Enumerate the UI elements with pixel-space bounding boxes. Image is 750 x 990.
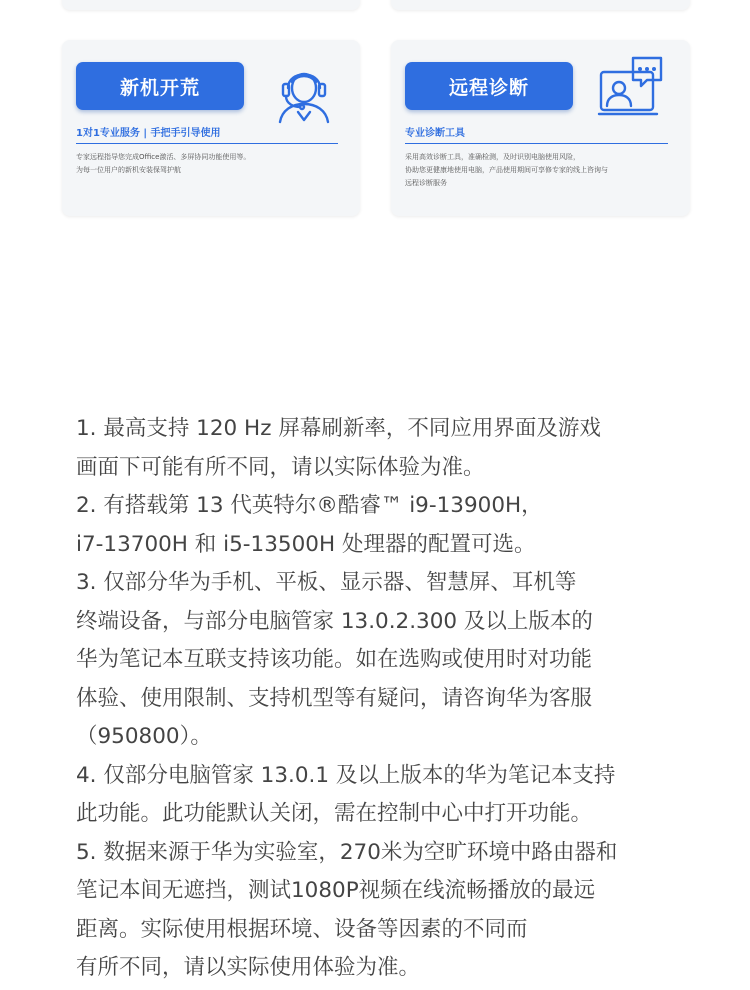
description-line: 远程诊断服务: [405, 179, 447, 187]
footnote-line: 5. 数据来源于华为实验室，270米为空旷环境中路由器和: [76, 839, 618, 865]
footnote-line: i7-13700H 和 i5-13500H 处理器的配置可选。: [76, 531, 536, 557]
service-card-remote-diagnosis: [391, 40, 690, 216]
footnote-line: 体验、使用限制、支持机型等有疑问，请咨询华为客服: [76, 685, 593, 711]
divider: [76, 143, 338, 144]
remote-video-consult-icon: [595, 52, 667, 124]
service-title-badge: 新机开荒: [76, 62, 244, 110]
footnote-line: 2. 有搭载第 13 代英特尔®酷睿™ i9-13900H，: [76, 493, 543, 518]
divider: [405, 143, 668, 144]
service-title-badge: 远程诊断: [405, 62, 573, 110]
footnote-line: 距离。实际使用根据环境、设备等因素的不同而: [76, 916, 528, 942]
description-line: 专家远程指导您完成Office激活、多屏协同功能使用等。: [76, 153, 251, 161]
footnote-line: （950800）。: [76, 724, 212, 749]
service-description: [405, 151, 670, 190]
previous-card-right: [391, 0, 690, 10]
footnote-line: 终端设备，与部分电脑管家 13.0.2.300 及以上版本的: [76, 608, 593, 634]
footnote-line: 华为笔记本互联支持该功能。如在选购或使用时对功能: [76, 647, 593, 672]
footnote-line: 4. 仅部分电脑管家 13.0.1 及以上版本的华为笔记本支持: [76, 762, 616, 788]
service-subtitle: 专业诊断工具: [405, 128, 465, 139]
footnote-line: 画面下可能有所不同，请以实际体验为准。: [76, 454, 485, 480]
footnote-line: 此功能。此功能默认关闭，需在控制中心中打开功能。: [76, 801, 593, 826]
footnote-line: 笔记本间无遮挡，测试1080P视频在线流畅播放的最远: [76, 878, 596, 903]
description-line: 采用高效诊断工具，准确检测，及时识别电脑使用风险，: [405, 153, 580, 161]
description-line: 为每一位用户的新机安装保驾护航: [76, 166, 181, 174]
headset-agent-icon: [268, 52, 340, 124]
previous-card-left: [62, 0, 360, 10]
service-subtitle: 1对1专业服务 | 手把手引导使用: [76, 128, 221, 139]
footnote-line: 3. 仅部分华为手机、平板、显示器、智慧屏、耳机等: [76, 570, 577, 595]
description-line: 协助您更健康地使用电脑，产品使用期间可享修专家的线上咨询与: [405, 166, 608, 174]
footnote-line: 有所不同，请以实际使用体验为准。: [76, 955, 421, 980]
footnotes: [76, 410, 716, 988]
service-description: [76, 151, 341, 177]
service-card-new-setup: [62, 40, 360, 216]
footnote-line: 1. 最高支持 120 Hz 屏幕刷新率，不同应用界面及游戏: [76, 416, 601, 441]
